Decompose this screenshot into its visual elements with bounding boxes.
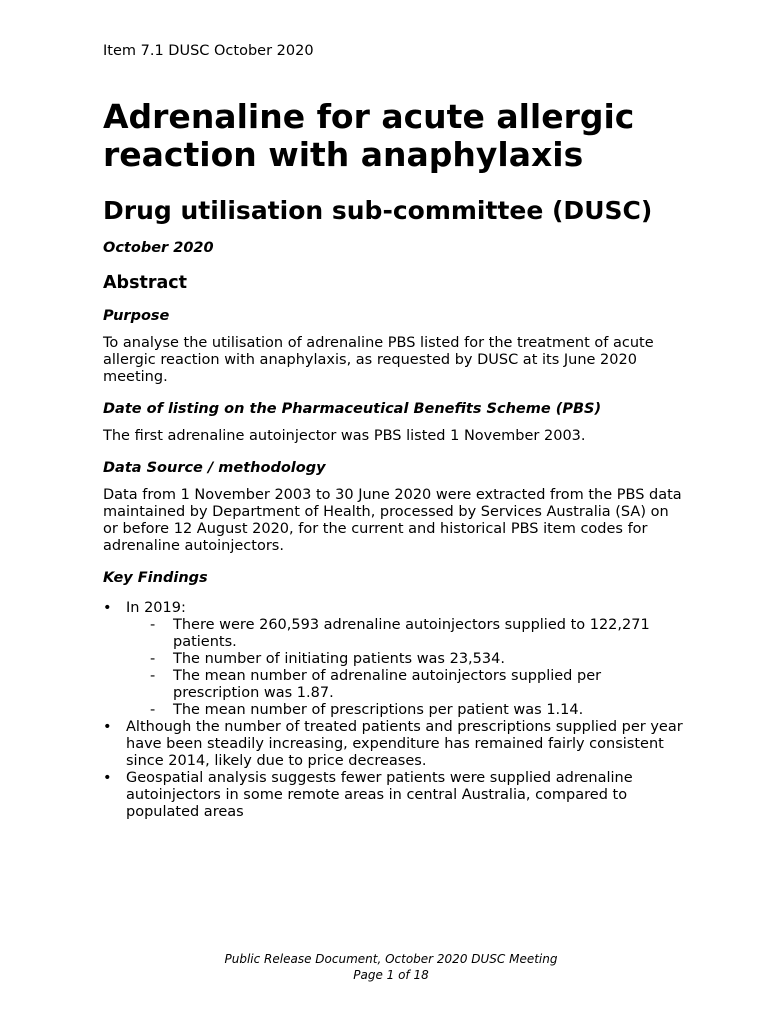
running-header: Item 7.1 DUSC October 2020 [103,43,314,59]
key-findings-heading: Key Findings [103,570,208,586]
footer-release-note: Public Release Document, October 2020 DUSC Meeting [224,952,558,966]
sub-list-item-text: The mean number of adrenaline autoinjectors supplied per prescription was 1.87. [173,668,602,701]
sub-list-item-text: The number of initiating patients was 23,534. [173,651,505,667]
bullet-icon: • [103,719,112,735]
list-item [103,719,683,770]
sub-list [126,617,683,719]
dash-icon: - [150,702,156,718]
sub-list-item [126,617,683,651]
list-item-text: Although the number of treated patients and prescriptions supplied per year have been steadily increasing, expenditure has remained fairly consistent since 2014, likely due to price decreases. [126,719,683,769]
document-body [103,98,683,821]
purpose-text: To analyse the utilisation of adrenaline PBS listed for the treatment of acute allergic reaction with anaphylaxis, as requested by DUSC at its June 2020 meeting. [103,335,654,385]
abstract-heading: Abstract [103,273,188,293]
dash-icon: - [150,617,156,633]
purpose-heading: Purpose [103,308,170,324]
sub-list-item [126,668,683,702]
sub-list-item-text: There were 260,593 adrenaline autoinjectors supplied to 122,271 patients. [173,617,650,650]
document-subtitle: Drug utilisation sub-committee (DUSC) [103,196,653,225]
sub-list-item [126,651,683,668]
list-item-text: In 2019: [126,600,186,616]
page-footer [0,951,770,983]
data-source-heading: Data Source / methodology [103,460,326,476]
sub-list-item-text: The mean number of prescriptions per patient was 1.14. [173,702,584,718]
listing-date-heading: Date of listing on the Pharmaceutical Benefits Scheme (PBS) [103,401,602,417]
dash-icon: - [150,668,156,684]
document-title: Adrenaline for acute allergic reaction with anaphylaxis [103,97,635,174]
bullet-icon: • [103,600,112,616]
page-number: Page 1 of 18 [353,968,429,982]
key-findings-list [103,600,683,821]
list-item-text: Geospatial analysis suggests fewer patients were supplied adrenaline autoinjectors in some remote areas in central Australia, compared to populated areas [126,770,633,820]
dash-icon: - [150,651,156,667]
list-item [103,770,683,821]
sub-list-item [126,702,683,719]
listing-date-text: The first adrenaline autoinjector was PBS listed 1 November 2003. [103,428,586,444]
data-source-text: Data from 1 November 2003 to 30 June 2020 were extracted from the PBS data maintained by Department of Health, processed by Services Australia (SA) on or before 12 August 2020, for the current and historical PBS item codes for adrenaline autoinjectors. [103,487,682,554]
bullet-icon: • [103,770,112,786]
meeting-date: October 2020 [103,240,214,256]
list-item [103,600,683,719]
